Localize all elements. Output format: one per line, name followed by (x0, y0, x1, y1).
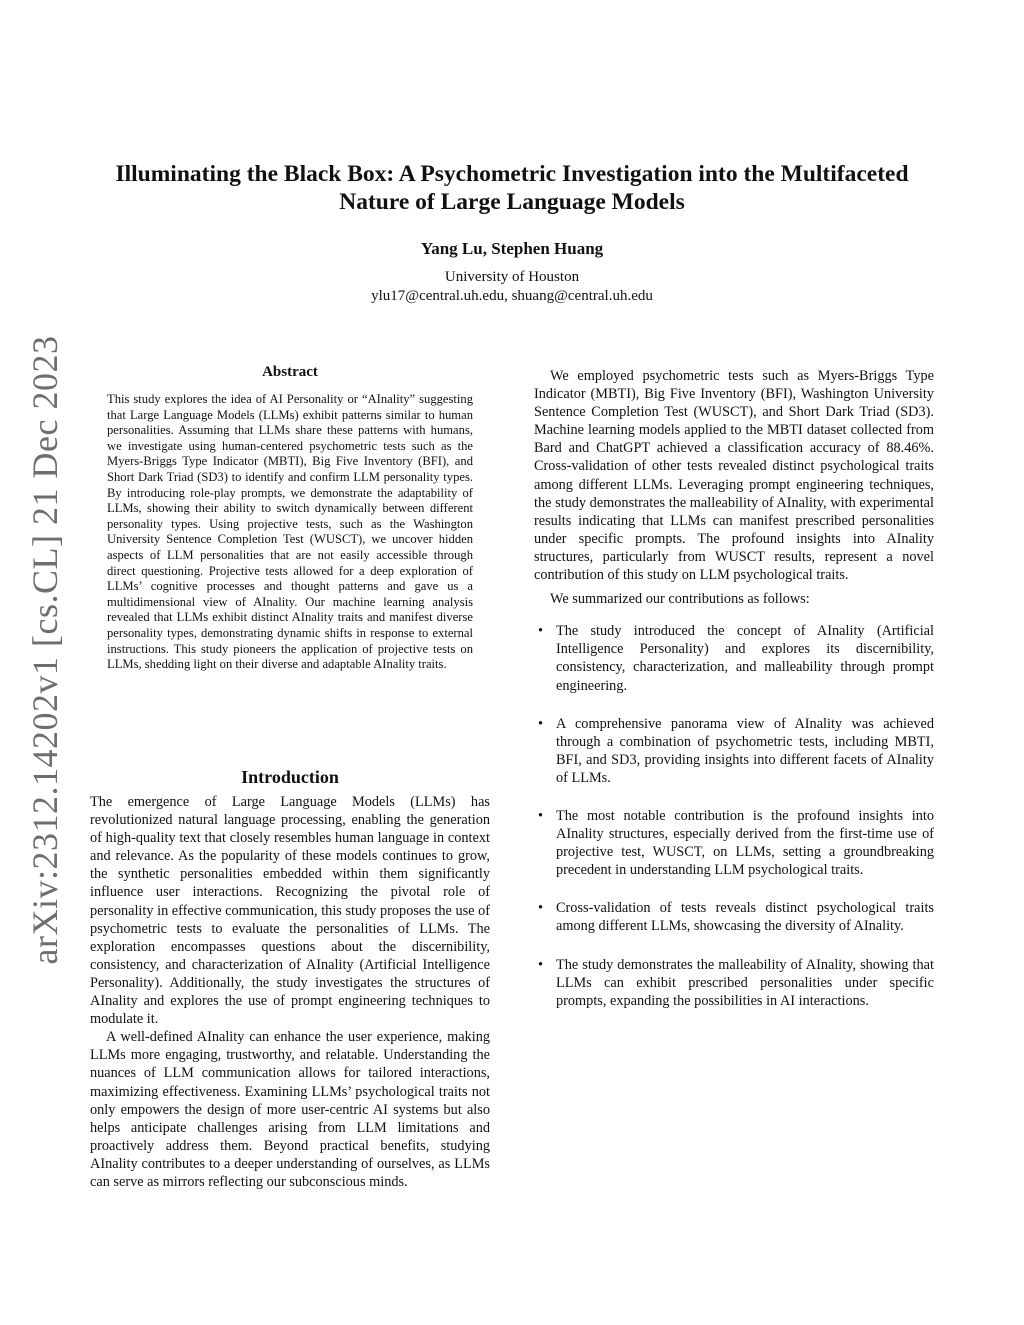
contributions-list (534, 622, 934, 1010)
paper-authors: Yang Lu, Stephen Huang (420, 239, 604, 258)
bullet-icon: • (538, 900, 544, 917)
bullet-icon: • (538, 623, 544, 640)
contribution-text: The study demonstrates the malleability of AInality, showing that LLMs can exhibit prescribed personalities under specific prompts, expanding the possibilities in AI interactions. (556, 956, 934, 1009)
list-item (534, 899, 934, 935)
paper-title: Illuminating the Black Box: A Psychometric Investigation into the Multifaceted Nature of Large Language Models (115, 161, 909, 215)
right-column (534, 362, 934, 1030)
abstract-heading: Abstract (262, 364, 318, 380)
list-item (534, 715, 934, 787)
list-item (534, 956, 934, 1010)
author-affiliation-block (90, 268, 934, 306)
intro-paragraph-1: The emergence of Large Language Models (LLMs) has revolutionized natural language processing, enabling the generation of high-quality text that closely resembles human language in context and relevance. As the popularity of these models continues to grow, the synthetic personalities embedded within them significantly influence user interactions. Recognizing the pivotal role of personality in effective communication, this study proposes the use of psychometric tests to evaluate the personalities of LLMs. The exploration encompasses questions about the discernibility, consistency, and characterization of AInality (Artificial Intelligence Personality). Additionally, the study investigates the structures of AInality and explores the use of prompt engineering techniques to modulate it. (90, 794, 490, 1028)
contribution-text: Cross-validation of tests reveals distinct psychological traits among different LLMs, showcasing the diversity of AInality. (556, 900, 934, 935)
introduction-heading: Introduction (241, 767, 339, 787)
bullet-icon: • (538, 807, 544, 824)
intro-paragraph-2: A well-defined AInality can enhance the user experience, making LLMs more engaging, trustworthy, and relatable. Understanding the nuances of LLM communication allows for tailored interactions, maximizing effectiveness. Examining LLMs’ psychological traits not only empowers the design of more user-centric AI systems but also helps anticipate challenges arising from LLM limitations and proactively address them. Beyond practical benefits, studying AInality contributes to a deeper understanding of ourselves, as LLMs can serve as mirrors reflecting our subconscious minds. (90, 1029, 490, 1190)
contribution-text: A comprehensive panorama view of AInality was achieved through a combination of psychometric tests, including MBTI, BFI, and SD3, providing insights into different facets of AInality of LLMs. (556, 715, 934, 786)
affiliation: University of Houston (444, 269, 580, 285)
contributions-intro: We summarized our contributions as follows: (550, 591, 810, 608)
left-column (90, 793, 490, 1191)
list-item (534, 807, 934, 879)
arxiv-identifier-stamp: arXiv:2312.14202v1 [cs.CL] 21 Dec 2023 (25, 335, 65, 965)
bullet-icon: • (538, 956, 544, 973)
contribution-text: The study introduced the concept of AInality (Artificial Intelligence Personality) and explores its discernibility, consistency, characterization, and malleability through prompt engineering. (556, 623, 934, 694)
contribution-text: The most notable contribution is the profound insights into AInality structures, especially derived from the first-time use of projective test, WUSCT, on LLMs, setting a groundbreaking precedent in understanding LLM psychological traits. (556, 807, 934, 879)
list-item (534, 622, 934, 694)
author-emails: ylu17@central.uh.edu, shuang@central.uh.edu (371, 288, 653, 304)
intro-paragraph-3: We employed psychometric tests such as Myers-Briggs Type Indicator (MBTI), Big Five Inventory (BFI), Washington University Sentence Completion Test (WUSCT), and Short Dark Triad (SD3). Machine learning models applied to the MBTI dataset collected from Bard and ChatGPT achieved a classification accuracy of 88.46%. Cross-validation of other tests revealed distinct psychological traits among different LLMs. Leveraging prompt engineering techniques, the study demonstrates the malleability of AInality, with experimental results indicating that LLMs can manifest prescribed personalities under specific prompts. The profound insights into AInality structures, particularly from WUSCT results, represent a novel contribution of this study on LLM psychological traits. (534, 368, 934, 584)
bullet-icon: • (538, 715, 544, 732)
abstract-text: This study explores the idea of AI Personality or “AInality” suggesting that Large Language Models (LLMs) exhibit patterns similar to human personalities. Assuming that LLMs share these patterns with humans, we investigate using human-centered psychometric tests such as the Myers-Briggs Type Indicator (MBTI), Big Five Inventory (BFI), and Short Dark Triad (SD3) to identify and confirm LLM personality types. By introducing role-play prompts, we demonstrate the adaptability of LLMs, showing their ability to switch dynamically between different personality types. Using projective tests, such as the Washington University Sentence Completion Test (WUSCT), we uncover hidden aspects of LLM personalities that are not easily accessible through direct questioning. Projective tests allowed for a deep exploration of LLMs’ cognitive processes and thought patterns and gave us a multidimensional view of AInality. Our machine learning analysis revealed that LLMs exhibit distinct AInality traits and manifest diverse personality types, demonstrating dynamic shifts in response to external instructions. This study pioneers the application of projective tests on LLMs, shedding light on their diverse and adaptable AInality traits. (107, 392, 473, 672)
